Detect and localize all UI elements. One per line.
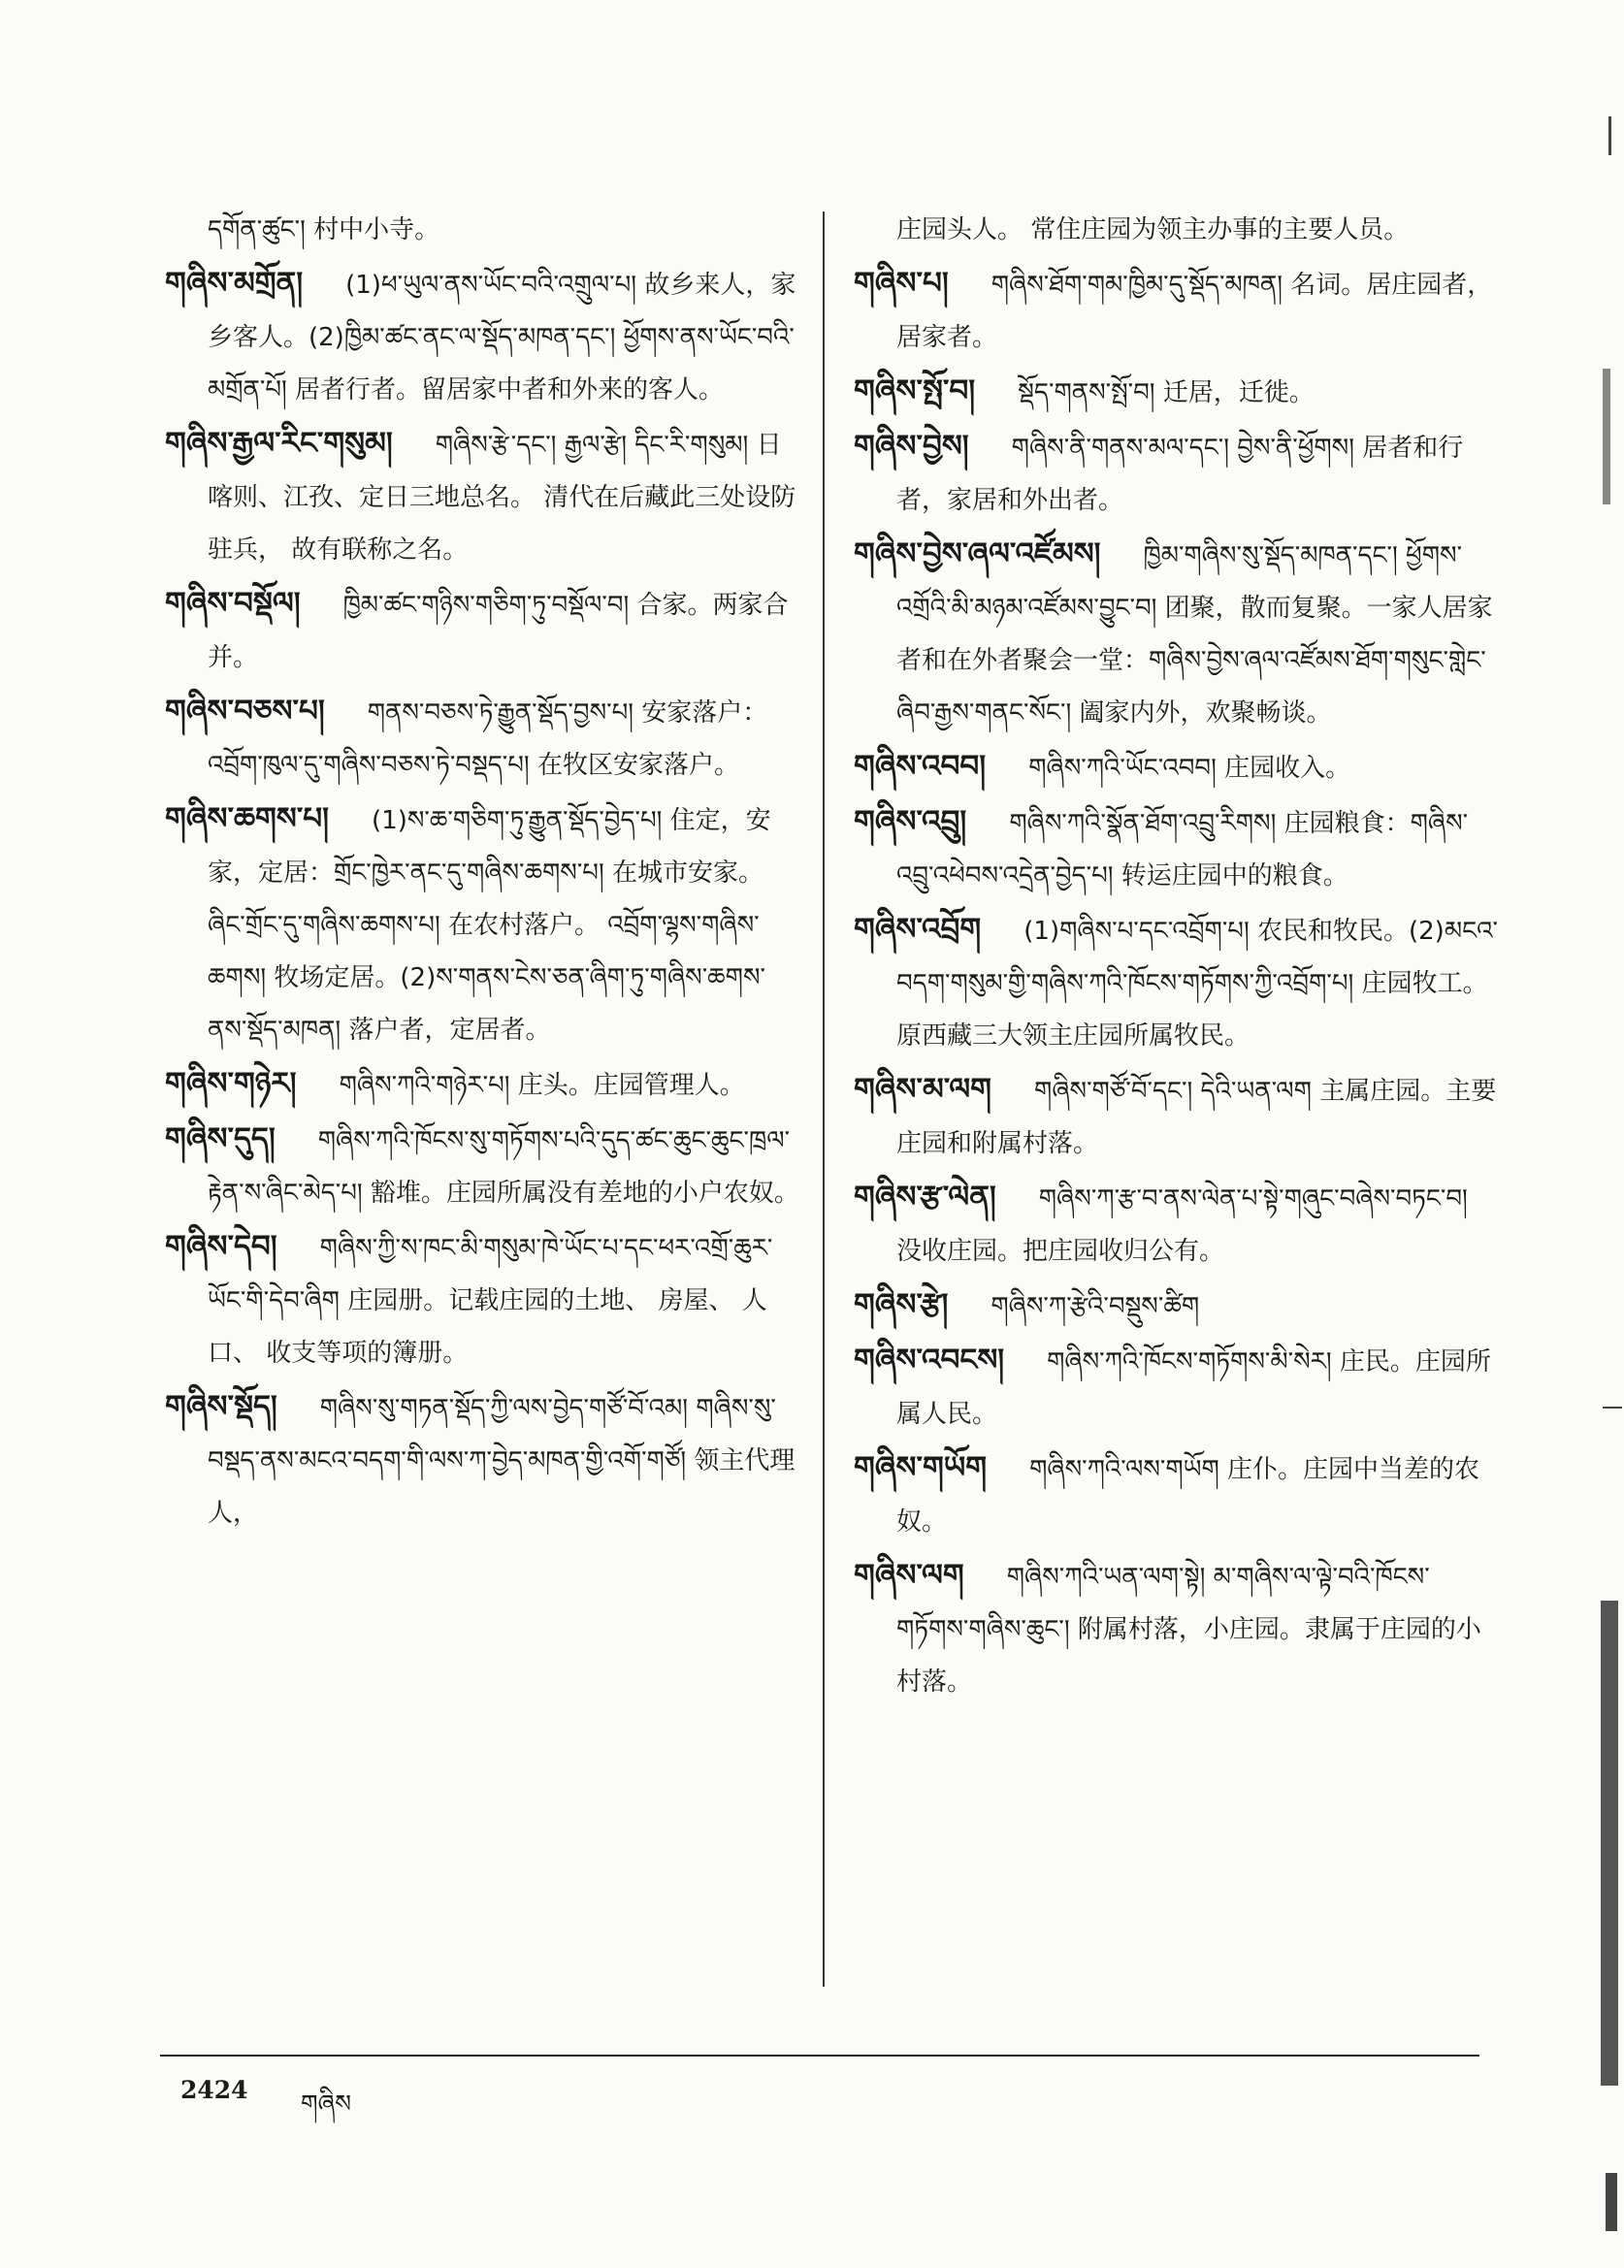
headword: གཞིས་གཉེར། bbox=[165, 1066, 297, 1101]
headword: གཞིས་བྱེས། bbox=[854, 429, 969, 464]
dictionary-entry bbox=[854, 1442, 1499, 1548]
chinese-text: 庄园头人。 常住庄园为领主办事的主要人员。 bbox=[896, 215, 1410, 244]
dictionary-entry bbox=[165, 1221, 800, 1379]
dictionary-entry bbox=[165, 1114, 800, 1219]
headword: གཞིས་འབྲོག bbox=[854, 912, 982, 947]
dictionary-entry bbox=[854, 366, 1499, 419]
scan-edge-mark bbox=[1601, 1601, 1618, 2086]
definition: གཞིས་ཀའི་ཡོང་འབབ། 庄园收入。 bbox=[1028, 754, 1351, 783]
headword: གཞིས་ལག bbox=[854, 1558, 964, 1593]
tibetan-text: དགོན་ཚུང་། bbox=[208, 215, 314, 244]
headword: གཞིས་འབབ། bbox=[854, 749, 987, 784]
scan-edge-mark bbox=[1608, 116, 1611, 155]
dictionary-entry bbox=[854, 1064, 1499, 1170]
definition: གནས་བཅས་ཏེ་རྒྱུན་སྡོད་བྱས་པ། 安家落户：འབྲོག་ཁུལ་དུ་གཞིས་བཅས་ཏེ་བསྡད་པ། 在牧区安家落户。 bbox=[208, 698, 768, 780]
definition: ཁྱིམ་ཚང་གཉིས་གཅིག་ཏུ་བསྡོལ་བ། 合家。两家合并。 bbox=[208, 591, 789, 672]
definition: གཞིས་ནི་གནས་མལ་དང་། བྱེས་ནི་ཕྱོགས། 居者和行者，家居和外出者。 bbox=[896, 434, 1464, 515]
dictionary-entry bbox=[165, 578, 800, 684]
headword: གཞིས་པ། bbox=[854, 266, 949, 301]
continued-text bbox=[854, 204, 1499, 256]
headword: གཞིས་མགྲོན། bbox=[165, 266, 304, 301]
headword: གཞིས་རྩ་ལེན། bbox=[854, 1180, 996, 1215]
dictionary-entry bbox=[854, 529, 1499, 739]
dictionary-entry bbox=[854, 741, 1499, 794]
dictionary-entry bbox=[854, 904, 1499, 1062]
column-divider bbox=[823, 211, 825, 1987]
definition: གཞིས་ཀའི་གཉེར་པ། 庄头。庄园管理人。 bbox=[339, 1071, 745, 1100]
dictionary-entry bbox=[854, 1550, 1499, 1708]
scan-edge-mark bbox=[1603, 369, 1610, 504]
continued-text bbox=[165, 204, 800, 256]
dictionary-entry bbox=[165, 1058, 800, 1112]
definition: (1)གཞིས་པ་དང་འབྲོག་པ། 农民和牧民。(2)མངའ་བདག་གསུམ་གྱི་གཞིས་ཀའི་ཁོངས་གཏོགས་ཀྱི་འབྲོག་པ། 庄园牧工。原西藏三大领主庄园所属牧民。 bbox=[896, 917, 1498, 1051]
dictionary-entry bbox=[854, 796, 1499, 902]
definition: (1)ཕ་ཡུལ་ནས་ཡོང་བའི་འགྲུལ་པ། 故乡来人，家乡客人。(2)ཁྱིམ་ཚང་ནང་ལ་སྡོད་མཁན་དང་། ཕྱོགས་ནས་ཡོང་བའི་མགྲོན་པོ། 居者行者。留居家中者和外来的客人。 bbox=[208, 271, 796, 405]
dictionary-entry bbox=[854, 1335, 1499, 1441]
dictionary-entry bbox=[165, 418, 800, 576]
definition: གཞིས་ཀའི་ཡན་ལག་སྟེ། མ་གཞིས་ལ་ལྟེ་བའི་ཁོངས་གཏོགས་གཞིས་ཆུང་། 附属村落，小庄园。隶属于庄园的小村落。 bbox=[896, 1563, 1481, 1697]
headword: གཞིས་རྒྱལ་རིང་གསུམ། bbox=[165, 426, 393, 461]
headword: གཞིས་སྤོ་བ། bbox=[854, 373, 976, 408]
headword: གཞིས་བྱེས་ཞལ་འཛོམས། bbox=[854, 536, 1101, 571]
definition: གཞིས་གཙོ་བོ་དང་། དེའི་ཡན་ལག 主属庄园。主要庄园和附属村落。 bbox=[896, 1077, 1497, 1158]
headword: གཞིས་གཡོག bbox=[854, 1450, 988, 1485]
dictionary-entry bbox=[854, 1172, 1499, 1278]
definition: ཁྱིམ་གཞིས་སུ་སྡོད་མཁན་དང་། ཕྱོགས་འགྲོའི་མི་མཉམ་འཛོམས་བྱུང་བ། 团聚，散而复聚。一家人居家者和在外者聚会一堂：གཞིས་བྱེས་ཞལ་འཛོམས་ཐོག་གསུང་གླེང་ཞིབ་རྒྱས་གནང་སོང་། 阖家内外，欢聚畅谈。 bbox=[896, 541, 1493, 728]
headword: གཞིས་འབྲུ། bbox=[854, 804, 967, 839]
headword: གཞིས་བསྡོལ། bbox=[165, 586, 301, 621]
headword: གཞིས་ཆགས་པ། bbox=[165, 801, 330, 836]
scan-edge-mark bbox=[1603, 1407, 1622, 1409]
left-column bbox=[165, 204, 800, 1541]
definition: སྡོད་གནས་སྤོ་བ། 迁居，迁徙。 bbox=[1018, 378, 1315, 407]
headword: གཞིས་དེབ། bbox=[165, 1229, 277, 1264]
scan-edge-mark bbox=[1606, 2173, 1617, 2231]
right-column bbox=[854, 204, 1499, 1710]
definition: གཞིས་ཐོག་གམ་ཁྱིམ་དུ་སྡོད་མཁན། 名词。居庄园者，居家者。 bbox=[896, 271, 1493, 352]
dictionary-entry bbox=[165, 794, 800, 1056]
definition: གཞིས་ཀའི་ལས་གཡོག 庄仆。庄园中当差的农奴。 bbox=[896, 1455, 1480, 1537]
chinese-text: 村中小寺。 bbox=[313, 215, 440, 244]
footer-rule bbox=[160, 2055, 1479, 2057]
headword: གཞིས་དུད། bbox=[165, 1121, 276, 1156]
dictionary-entry bbox=[165, 1381, 800, 1539]
headword: གཞིས་འབངས། bbox=[854, 1343, 1005, 1377]
running-head: གཞིས bbox=[301, 2090, 351, 2118]
definition: གཞིས་ཀའི་ཁོངས་གཏོགས་མི་སེར། 庄民。庄园所属人民。 bbox=[896, 1347, 1491, 1429]
definition: (1)ས་ཆ་གཅིག་ཏུ་རྒྱུན་སྡོད་བྱེད་པ། 住定，安家，定居：གྲོང་ཁྱེར་ནང་དུ་གཞིས་ཆགས་པ། 在城市安家。ཞིང་གྲོང་དུ་གཞིས་ཆགས་པ། 在农村落户。 འབྲོག་ལྷས་གཞིས་ཆགས། 牧场定居。(2)ས་གནས་ངེས་ཅན་ཞིག་ཏུ་གཞིས་ཆགས་ནས་སྡོད་མཁན། 落户者，定居者。 bbox=[208, 806, 771, 1045]
headword: གཞིས་མ་ལག bbox=[854, 1072, 992, 1107]
dictionary-entry bbox=[165, 258, 800, 416]
dictionary-entry bbox=[165, 686, 800, 792]
dictionary-entry bbox=[854, 1280, 1499, 1333]
headword: གཞིས་སྡོད། bbox=[165, 1389, 277, 1424]
definition: གཞིས་སུ་གཏན་སྡོད་ཀྱི་ལས་བྱེད་གཙོ་བོ་འམ། གཞིས་སུ་བསྡད་ནས་མངའ་བདག་གི་ལས་ཀ་བྱེད་མཁན་གྱི་འགོ་གཙོ། 领主代理人， bbox=[208, 1394, 796, 1528]
definition: གཞིས་ཀ་རྩ་བ་ནས་ལེན་པ་སྟེ་གཞུང་བཞེས་བཏང་བ། 没收庄园。把庄园收归公有。 bbox=[896, 1184, 1468, 1266]
definition: གཞིས་རྩེ་དང་། རྒྱལ་རྩེ། དིང་རི་གསུམ། 日喀则、江孜、定日三地总名。 清代在后藏此三处设防驻兵， 故有联称之名。 bbox=[208, 431, 796, 565]
definition: གཞིས་ཀའི་སྣོན་ཐོག་འབྲུ་རིགས། 庄园粮食：གཞིས་འབྲུ་འཕེབས་འདྲེན་བྱེད་པ། 转运庄园中的粮食。 bbox=[896, 809, 1469, 891]
definition: གཞིས་ཀའི་ཁོངས་སུ་གཏོགས་པའི་དུད་ཚང་ཆུང་ཆུང་ཁྲལ་རྟེན་ས་ཞིང་མེད་པ། 豁堆。庄园所属没有差地的小户农奴。 bbox=[208, 1126, 799, 1208]
dictionary-entry bbox=[854, 421, 1499, 527]
definition: གཞིས་ཀྱི་ས་ཁང་མི་གསུམ་ཁེ་ཡོང་པ་དང་ཕར་འགྲོ་ཆུར་ཡོང་གི་དེབ་ཞིག 庄园册。记载庄园的土地、 房屋、 人口、 收支等项的簿册。 bbox=[208, 1234, 773, 1368]
definition: གཞིས་ཀ་རྩེའི་བསྡུས་ཚིག bbox=[991, 1292, 1200, 1321]
page-number: 2424 bbox=[180, 2076, 248, 2104]
headword: གཞིས་བཅས་པ། bbox=[165, 694, 325, 729]
headword: གཞིས་རྩེ། bbox=[854, 1287, 949, 1322]
dictionary-entry bbox=[854, 258, 1499, 364]
